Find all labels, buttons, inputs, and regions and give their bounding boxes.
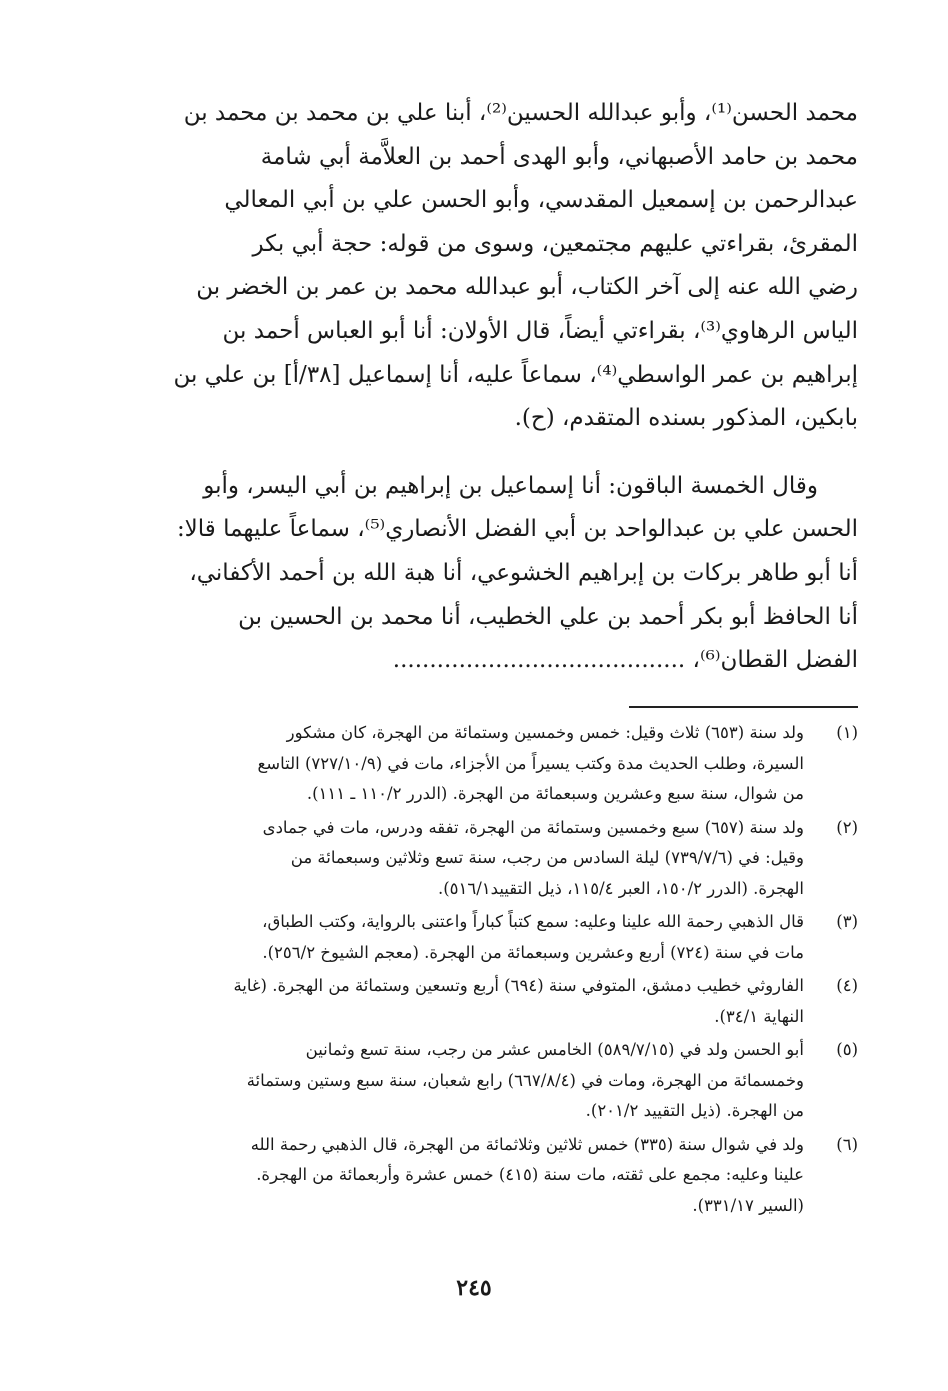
footnote-3 [88,907,858,968]
footnote-line: قال الذهبي رحمة الله علينا وعليه: سمع كتباً كباراً واعتنى بالرواية، وكتب الطباق، [262,912,804,931]
footnote-line: السيرة، وطلب الحديث مدة وكتب يسيراً من الأجزاء، مات في (٧٢٧/١٠/٩) التاسع [257,753,804,773]
footnote-line: الفاروثي خطيب دمشق، المتوفي سنة (٦٩٤) أربع وتسعين وستمائة من الهجرة. (غاية [233,976,804,995]
footnote-number: (٣) [836,912,858,931]
footnote-divider [629,706,858,708]
footnote-5 [88,1035,858,1127]
text-line: أنا الحافظ أبو بكر أحمد بن علي الخطيب، أنا محمد بن الحسين بن [238,603,858,630]
page-number: ٢٤٥ [456,1275,492,1301]
text-line: الحسن علي بن عبدالواحد بن أبي الفضل الأنصاري⁽⁵⁾، سماعاً عليهما قالا: [176,516,858,543]
text-line: محمد الحسن⁽¹⁾، وأبو عبدالله الحسين⁽²⁾، أبنا علي بن محمد بن محمد بن [183,100,858,126]
footnote-1 [88,718,858,810]
footnote-line: الهجرة. (الدرر ١٥٠/٢، العبر ١١٥/٤، ذيل التقييد٥١٦/١). [437,878,804,898]
footnote-line: ولد في شوال سنة (٣٣٥) خمس ثلاثين وثلاثمائة من الهجرة، قال الذهبي رحمة الله [250,1134,804,1154]
text-line: إبراهيم بن عمر الواسطي⁽⁴⁾، سماعاً عليه، أنا إسماعيل [٣٨/أ] بن علي بن [173,361,858,388]
footnote-line: من شوال، سنة سبع وعشرين وسبعمائة من الهجرة. (الدرر ١١٠/٢ ـ ١١١). [306,784,804,803]
footnote-line: أبو الحسن ولد في (٥٨٩/٧/١٥) الخامس عشر من رجب، سنة تسع وثمانين [305,1040,804,1059]
footnote-line: ولد سنة (٦٥٣) ثلاث وقيل: خمس وخمسين وستمائة من الهجرة، كان مشكور [286,723,804,742]
text-line: محمد بن حامد الأصبهاني، وأبو الهدى أحمد بن العلاَّمة أبي شامة [260,143,858,170]
paragraph-2 [88,465,858,683]
footnote-line: وخمسمائة من الهجرة، ومات في (٦٦٧/٨/٤) رابع شعبان، سنة سبع وستين وستمائة [246,1070,804,1090]
footnote-number: (٥) [836,1040,858,1059]
footnote-line: وقيل: في (٧٣٩/٧/٦) ليلة السادس من رجب، سنة تسع وثلاثين وسبعمائة من [290,848,804,867]
footnote-line: ولد سنة (٦٥٧) سبع وخمسين وستمائة من الهجرة، تفقه ودرس، مات في جمادى [262,817,804,837]
footnote-line: من الهجرة. (ذيل التقييد ٢٠١/٢). [585,1101,804,1120]
text-line: وقال الخمسة الباقون: أنا إسماعيل بن إبراهيم بن أبي اليسر، وأبو [203,472,818,499]
main-text [88,92,858,683]
text-line: رضي الله عنه إلى آخر الكتاب، أبو عبدالله محمد بن عمر بن الخضر بن [196,274,858,301]
text-line: الفضل القطان⁽⁶⁾، ........................................ [392,647,858,674]
footnote-line: علينا وعليه: مجمع على ثقته، مات سنة (٤١٥) خمس عشرة وأربعمائة من الهجرة. [256,1165,804,1184]
footnote-line: (السير ٣٣١/١٧). [692,1195,804,1215]
footnote-number: (٤) [836,976,858,995]
footnote-line: مات في سنة (٧٢٤) أربع وعشرين وسبعمائة من الهجرة. (معجم الشيوخ ٢٥٦/٢). [262,942,804,962]
text-line: المقرئ، بقراءتي عليهم مجتمعين، وسوى من قوله: حجة أبي بكر [252,230,858,257]
footnote-number: (٢) [836,817,858,837]
footnotes [88,718,858,1224]
text-line: عبدالرحمن بن إسمعيل المقدسي، وأبو الحسن علي بن أبي المعالي [224,187,858,214]
footnote-4 [88,971,858,1032]
text-line: أنا أبو طاهر بركات بن إبراهيم الخشوعي، أنا هبة الله بن أحمد الأكفاني، [189,559,858,586]
footnote-line: النهاية ٣٤/١). [714,1006,804,1026]
footnote-number: (٦) [836,1134,858,1154]
footnote-2 [88,813,858,905]
text-line: الياس الرهاوي⁽³⁾، بقراءتي أيضاً، قال الأولان: أنا أبو العباس أحمد بن [222,317,858,344]
text-line: بابكين، المذكور بسنده المتقدم، (ح). [514,405,858,432]
paragraph-1 [88,92,858,441]
footnote-6 [88,1130,858,1222]
footnote-number: (١) [836,723,858,742]
